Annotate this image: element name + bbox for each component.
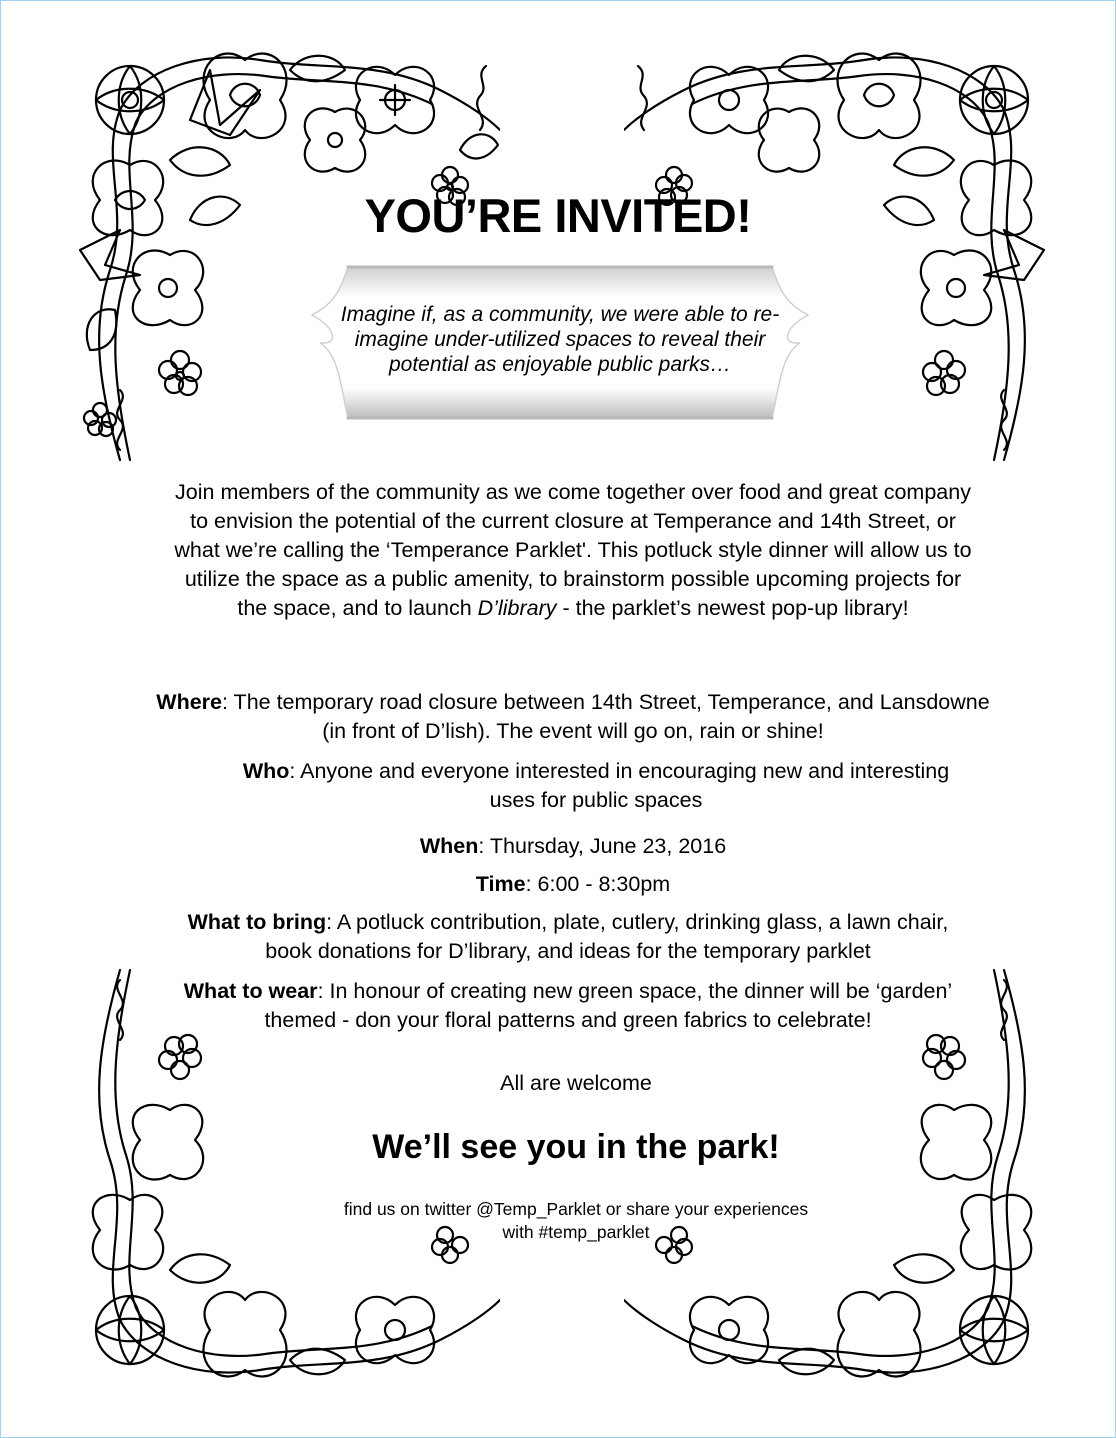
detail-what-to-bring [168, 908, 968, 966]
wear-text: : In honour of creating new green space, the dinner will be ‘garden’ themed - don your floral patterns and green fabrics to celebrate! [264, 979, 953, 1032]
when-label: When [419, 834, 479, 858]
tagline-banner [290, 255, 830, 430]
who-text: : Anyone and everyone interested in encouraging new and interesting uses for public spaces [289, 759, 950, 812]
wear-label: What to wear [183, 979, 318, 1003]
detail-where [150, 688, 996, 746]
welcome-line: All are welcome [500, 1071, 652, 1095]
intro-paragraph [168, 478, 978, 623]
bring-text: : A potluck contribution, plate, cutlery, drinking glass, a lawn chair, book donations for D’library, and ideas for the temporary parklet [265, 910, 949, 963]
where-label: Where [156, 690, 222, 714]
intro-text-start: Join members of the community as we come together over food and great company to envision the potential of the current closure at Temperance and 14th Street, or what we’re calling the ‘Temperance Parklet'. This potluck style dinner will allow us to utilize the space as a public amenity, to brainstorm possible upcoming projects for the space, and to launch [174, 480, 972, 620]
intro-text-end: - the parklet’s newest pop-up library! [556, 596, 909, 620]
who-label: Who [242, 759, 290, 783]
detail-what-to-wear [176, 977, 960, 1035]
when-text: : Thursday, June 23, 2016 [478, 834, 727, 858]
detail-who [230, 757, 962, 815]
where-text: : The temporary road closure between 14th Street, Temperance, and Lansdowne (in front of D’lish). The event will go on, rain or shine! [222, 690, 990, 743]
tagline-text: Imagine if, as a community, we were able to re-imagine under-utilized spaces to reveal their potential as enjoyable public parks… [340, 303, 780, 376]
detail-when [150, 832, 996, 861]
intro-library-name: D’library [477, 596, 557, 620]
detail-time [150, 870, 996, 899]
time-label: Time [475, 872, 526, 896]
time-text: : 6:00 - 8:30pm [525, 872, 671, 896]
invitation-title: YOU’RE INVITED! [364, 189, 752, 242]
social-footer: find us on twitter @Temp_Parklet or share your experiences with #temp_parklet [343, 1199, 809, 1242]
bring-label: What to bring [187, 910, 327, 934]
closing-line: We’ll see you in the park! [372, 1128, 780, 1166]
